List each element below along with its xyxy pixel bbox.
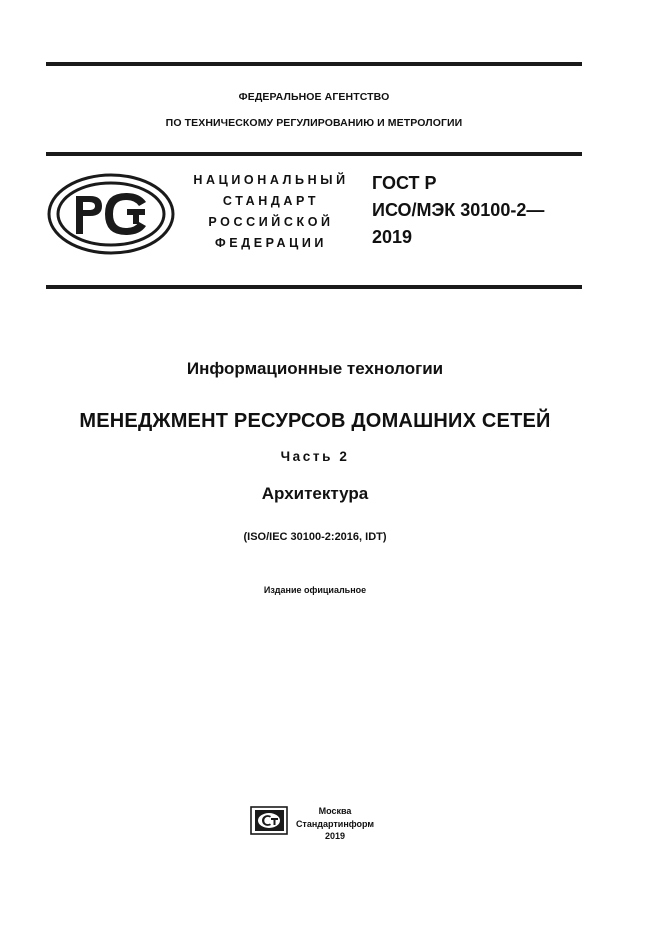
gost-r-logo <box>46 172 176 256</box>
document-part: Часть 2 <box>280 449 350 464</box>
top-rule <box>46 62 582 66</box>
standard-type-line1: НАЦИОНАЛЬНЫЙ <box>193 173 349 187</box>
document-main-title: МЕНЕДЖМЕНТ РЕСУРСОВ ДОМАШНИХ СЕТЕЙ <box>79 410 551 432</box>
gost-r-logo-icon <box>46 172 176 256</box>
document-topic: Информационные технологии <box>186 359 444 378</box>
standard-type-line3: РОССИЙСКОЙ <box>208 215 334 229</box>
agency-name-line1: ФЕДЕРАЛЬНОЕ АГЕНТСТВО <box>238 91 390 103</box>
publisher-info <box>290 805 380 843</box>
publisher-city: Москва <box>318 806 352 816</box>
designation-line1: ГОСТ Р <box>372 173 437 193</box>
document-subtitle: Архитектура <box>261 484 369 503</box>
publisher-logo <box>250 806 290 836</box>
edition-note: Издание официальное <box>263 585 367 595</box>
standard-type-line2: СТАНДАРТ <box>222 194 320 208</box>
header-rule <box>46 152 582 156</box>
standard-designation <box>372 170 544 251</box>
middle-rule <box>46 285 582 289</box>
designation-line3: 2019 <box>372 227 413 247</box>
standartinform-logo-icon <box>250 806 290 836</box>
standard-type-block <box>176 170 366 254</box>
publisher-year: 2019 <box>324 831 346 841</box>
agency-name-line2: ПО ТЕХНИЧЕСКОМУ РЕГУЛИРОВАНИЮ И МЕТРОЛОГИИ <box>165 117 463 129</box>
publisher-name: Стандартинформ <box>295 818 375 829</box>
standard-type-line4: ФЕДЕРАЦИИ <box>214 236 327 250</box>
designation-line2: ИСО/МЭК 30100-2— <box>372 200 545 220</box>
iso-reference: (ISO/IEC 30100-2:2016, IDT) <box>243 531 387 543</box>
